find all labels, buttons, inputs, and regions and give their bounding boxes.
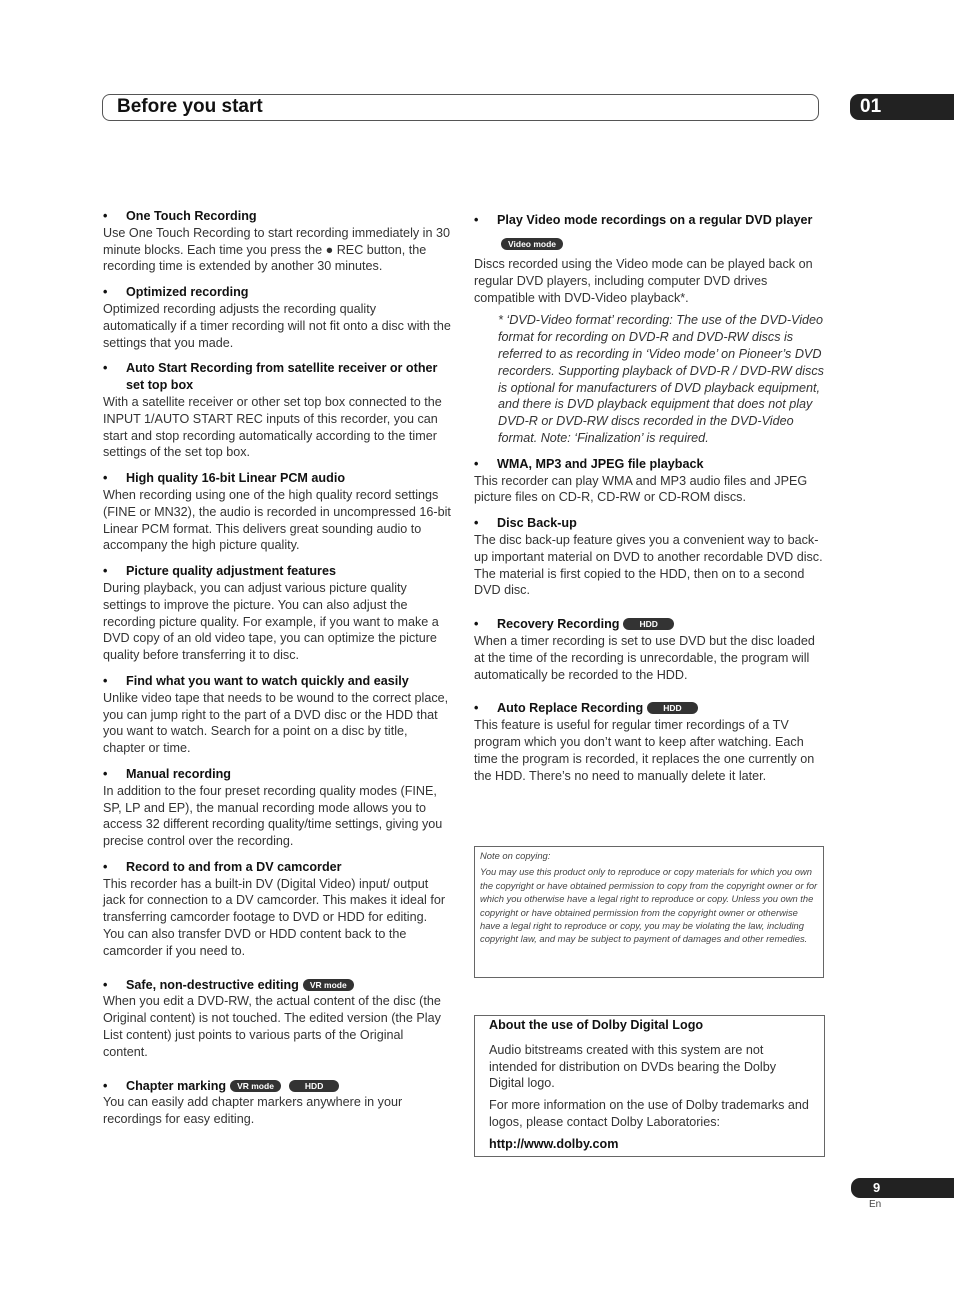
feature-text: This recorder can play WMA and MP3 audio files and JPEG picture files on CD-R, CD-RW or CD-ROM discs. xyxy=(474,473,808,505)
feature-picture-adjustment: • Picture quality adjustment features During playback, you can adjust various picture quality settings to improve the picture. You can also adjust the recording picture quality. For example, if you want to make a DVD copy of an old video tape, you can optimize the picture quality before transferring it to disc. xyxy=(103,563,451,664)
hdd-badge: HDD xyxy=(289,1080,339,1092)
chapter-number: 01 xyxy=(860,96,882,117)
right-column xyxy=(474,208,824,793)
feature-recovery-recording: • Recovery Recording HDD When a timer recording is set to use DVD but the disc loaded at the time of the recording is unrecordable, the program will automatically be recorded to the HDD. xyxy=(474,616,824,683)
page-title: Before you start xyxy=(117,96,263,117)
feature-heading: One Touch Recording xyxy=(126,209,257,223)
feature-heading: Auto Start Recording from satellite receiver or other set top box xyxy=(126,361,438,393)
feature-heading: Record to and from a DV camcorder xyxy=(126,859,342,874)
dolby-paragraph-1: Audio bitstreams created with this system are not intended for distribution on DVDs bearing the Dolby Digital logo. xyxy=(489,1042,777,1091)
feature-chapter-marking: • Chapter marking VR mode HDD You can easily add chapter markers anywhere in your recordings for easy editing. xyxy=(103,1078,451,1128)
feature-heading: Auto Replace Recording xyxy=(497,701,644,716)
feature-video-mode-playback: • Play Video mode recordings on a regular DVD playerVideo mode Discs recorded using the Video mode can be played back on regular DVD players, including computer DVD drives compatible with DVD-Video playback*. * ‘DVD-Video format’ recording: The use of the DVD-Video format for recording on DVD-R and DVD-RW discs is referred to as recording in ‘Video mode’ on Pioneer’s DVD recorders. Supporting playback of DVD-R / DVD-RW discs is optional for manufacturers of DVD playback equipment, and there is DVD playback equipment that does not play DVD-R or DVD-RW discs recorded in the DVD-Video format. Note: ‘Finalization’ is required. xyxy=(474,213,824,445)
feature-text: This recorder has a built-in DV (Digital Video) input/ output jack for connection to a DV camcorder. This makes it ideal for transferring camcorder footage to DVD or HDD for editing. You can also transfer DVD or HDD content back to the camcorder if you need to. xyxy=(103,876,446,958)
feature-text: You can easily add chapter markers anywhere in your recordings for easy editing. xyxy=(103,1095,403,1127)
feature-heading: Optimized recording xyxy=(126,285,249,300)
feature-text: This feature is useful for regular timer recordings of a TV program which you don’t want to keep after watching. Each time the program is recorded, it replaces the one currently on the HDD. There’s no need to manually delete it later. xyxy=(474,718,815,783)
vr-mode-badge: VR mode xyxy=(230,1080,281,1092)
feature-auto-replace-recording: • Auto Replace Recording HDD This feature is useful for regular timer recordings of a TV program which you don’t want to keep after watching. Each time the program is recorded, it replaces the one currently on the HDD. There’s no need to manually delete it later. xyxy=(474,700,824,784)
feature-non-destructive-editing: • Safe, non-destructive editing VR mode When you edit a DVD-RW, the actual content of the disc (the Original content) is not touched. The edited version (the Play List content) just points to various parts of the Original content. xyxy=(103,977,451,1061)
feature-linear-pcm-audio: • High quality 16-bit Linear PCM audio When recording using one of the high quality record settings (FINE or MN32), the audio is recorded in uncompressed 16-bit Linear PCM format. This delivers great sounding audio to accompany the high picture quality. xyxy=(103,471,451,553)
page-language: En xyxy=(869,1199,882,1210)
feature-text: Optimized recording adjusts the recording quality automatically if a timer recording will not fit onto a disc with the settings that you made. xyxy=(103,301,451,350)
video-mode-badge: Video mode xyxy=(501,238,563,250)
dolby-paragraph-2: For more information on the use of Dolby trademarks and logos, please contact Dolby Laboratories: xyxy=(489,1098,809,1129)
feature-heading: High quality 16-bit Linear PCM audio xyxy=(126,471,346,486)
feature-heading: WMA, MP3 and JPEG file playback xyxy=(497,456,704,471)
left-column xyxy=(103,208,451,1137)
feature-text: During playback, you can adjust various picture quality settings to improve the picture. You can also adjust the recording picture quality. For example, if you want to make a DVD copy of an old video tape, you can optimize the picture quality before transferring it to disc. xyxy=(103,580,439,663)
copy-note-title: Note on copying: xyxy=(480,850,551,861)
feature-text: In addition to the four preset recording quality modes (FINE, SP, LP and EP), the manual recording mode allows you to access 32 different recording quality/time settings, giving you precise control over the recording. xyxy=(103,783,443,849)
feature-text: When a timer recording is set to use DVD but the disc loaded at the time of the recording is unrecordable, the program will automatically be recorded to the HDD. xyxy=(474,633,815,682)
dvd-video-footnote: * ‘DVD-Video format’ recording: The use of the DVD-Video format for recording on DVD-R and DVD-RW discs is referred to as recording in ‘Video mode’ on Pioneer’s DVD recorders. Supporting playback of DVD-R / DVD-RW discs is optional for manufacturers of DVD playback equipment, and there is DVD playback equipment that does not play DVD-R or DVD-RW discs recorded in the DVD-Video format. Note: ‘Finalization’ is required. xyxy=(498,313,824,445)
feature-heading: Play Video mode recordings on a regular DVD player xyxy=(497,213,813,227)
feature-disc-backup: • Disc Back-up The disc back-up feature gives you a convenient way to back-up important material on DVD to another recordable DVD disc. The material is first copied to the HDD, then on to a second DVD disc. xyxy=(474,516,823,598)
feature-dv-camcorder: • Record to and from a DV camcorder This recorder has a built-in DV (Digital Video) input/ output jack for connection to a DV camcorder. This makes it ideal for transferring camcorder footage to DVD or HDD for editing. You can also transfer DVD or HDD content back to the camcorder if you need to. xyxy=(103,859,451,960)
feature-text: Use One Touch Recording to start recording immediately in 30 minute blocks. Each time you press the ● REC button, the recording time is extended by another 30 minutes. xyxy=(103,225,450,274)
feature-one-touch-recording: • One Touch Recording Use One Touch Recording to start recording immediately in 30 minute blocks. Each time you press the ● REC button, the recording time is extended by another 30 minutes. xyxy=(103,209,450,274)
feature-heading: Disc Back-up xyxy=(497,516,577,531)
copy-note-box xyxy=(474,846,824,978)
dolby-title: About the use of Dolby Digital Logo xyxy=(489,1018,704,1032)
feature-text: When recording using one of the high quality record settings (FINE or MN32), the audio is recorded in uncompressed 16-bit Linear PCM format. This delivers great sounding audio to accompany the high picture quality. xyxy=(103,487,451,553)
feature-wma-mp3-jpeg: • WMA, MP3 and JPEG file playback This recorder can play WMA and MP3 audio files and JPEG picture files on CD-R, CD-RW or CD-ROM discs. xyxy=(474,456,824,506)
feature-heading: Picture quality adjustment features xyxy=(126,564,336,579)
feature-manual-recording: • Manual recording In addition to the four preset recording quality modes (FINE, SP, LP and EP), the manual recording mode allows you to access 32 different recording quality/time settings, giving you precise control over the recording. xyxy=(103,766,451,850)
feature-find-quickly: • Find what you want to watch quickly and easily Unlike video tape that needs to be wound to the correct place, you can jump right to the part of a DVD disc or the HDD that you want to watch. Search for a point on a disc by title, chapter or time. xyxy=(103,673,451,757)
feature-heading: Find what you want to watch quickly and easily xyxy=(126,673,409,688)
dolby-box xyxy=(474,1015,825,1157)
feature-heading: Safe, non-destructive editing xyxy=(126,977,299,992)
feature-heading: Chapter marking xyxy=(126,1078,227,1093)
feature-text: Discs recorded using the Video mode can be played back on regular DVD players, including computer DVD drives compatible with DVD-Video playback*. xyxy=(474,257,813,305)
feature-heading: Recovery Recording xyxy=(497,617,620,632)
feature-optimized-recording: • Optimized recording Optimized recording adjusts the recording quality automatically if a timer recording will not fit onto a disc with the settings that you made. xyxy=(103,285,451,350)
copy-note-text: You may use this product only to reproduce or copy materials for which you own the copyright or have obtained permission to copy from the copyright owner or for which you otherwise have a legal right to reproduce or copy. Unless you own the copyright or have obtained permission from the copyright owner or otherwise have a legal right to reproduce or copy, you may be violating the law, including copyright law, and may be subject to payment of damages and other remedies. xyxy=(480,866,818,945)
feature-text: Unlike video tape that needs to be wound to the correct place, you can jump right to the part of a DVD disc or the HDD that you want to watch. Search for a point on a disc by title, chapter or time. xyxy=(103,690,449,756)
dolby-url-link[interactable]: http://www.dolby.com xyxy=(489,1136,619,1151)
feature-text: With a satellite receiver or other set top box connected to the INPUT 1/AUTO START REC inputs of this recorder, you can start and stop recording automatically according to the timer settings of the set top box. xyxy=(103,394,442,460)
feature-text: The disc back-up feature gives you a convenient way to back-up important material on DVD to another recordable DVD disc. The material is first copied to the HDD, then on to a second DVD disc. xyxy=(474,532,823,598)
hdd-badge: HDD xyxy=(623,618,673,630)
vr-mode-badge: VR mode xyxy=(303,979,354,991)
page-tab xyxy=(851,1178,954,1198)
hdd-badge: HDD xyxy=(647,702,697,714)
feature-heading: Manual recording xyxy=(126,766,231,781)
feature-text: When you edit a DVD-RW, the actual content of the disc (the Original content) is not touched. The edited version (the Play List content) just points to various parts of the Original content. xyxy=(103,994,441,1059)
feature-auto-start-recording: • Auto Start Recording from satellite receiver or other set top box With a satellite receiver or other set top box connected to the INPUT 1/AUTO START REC inputs of this recorder, you can start and stop recording automatically according to the timer settings of the set top box. xyxy=(103,360,451,461)
page-number: 9 xyxy=(873,1180,881,1195)
